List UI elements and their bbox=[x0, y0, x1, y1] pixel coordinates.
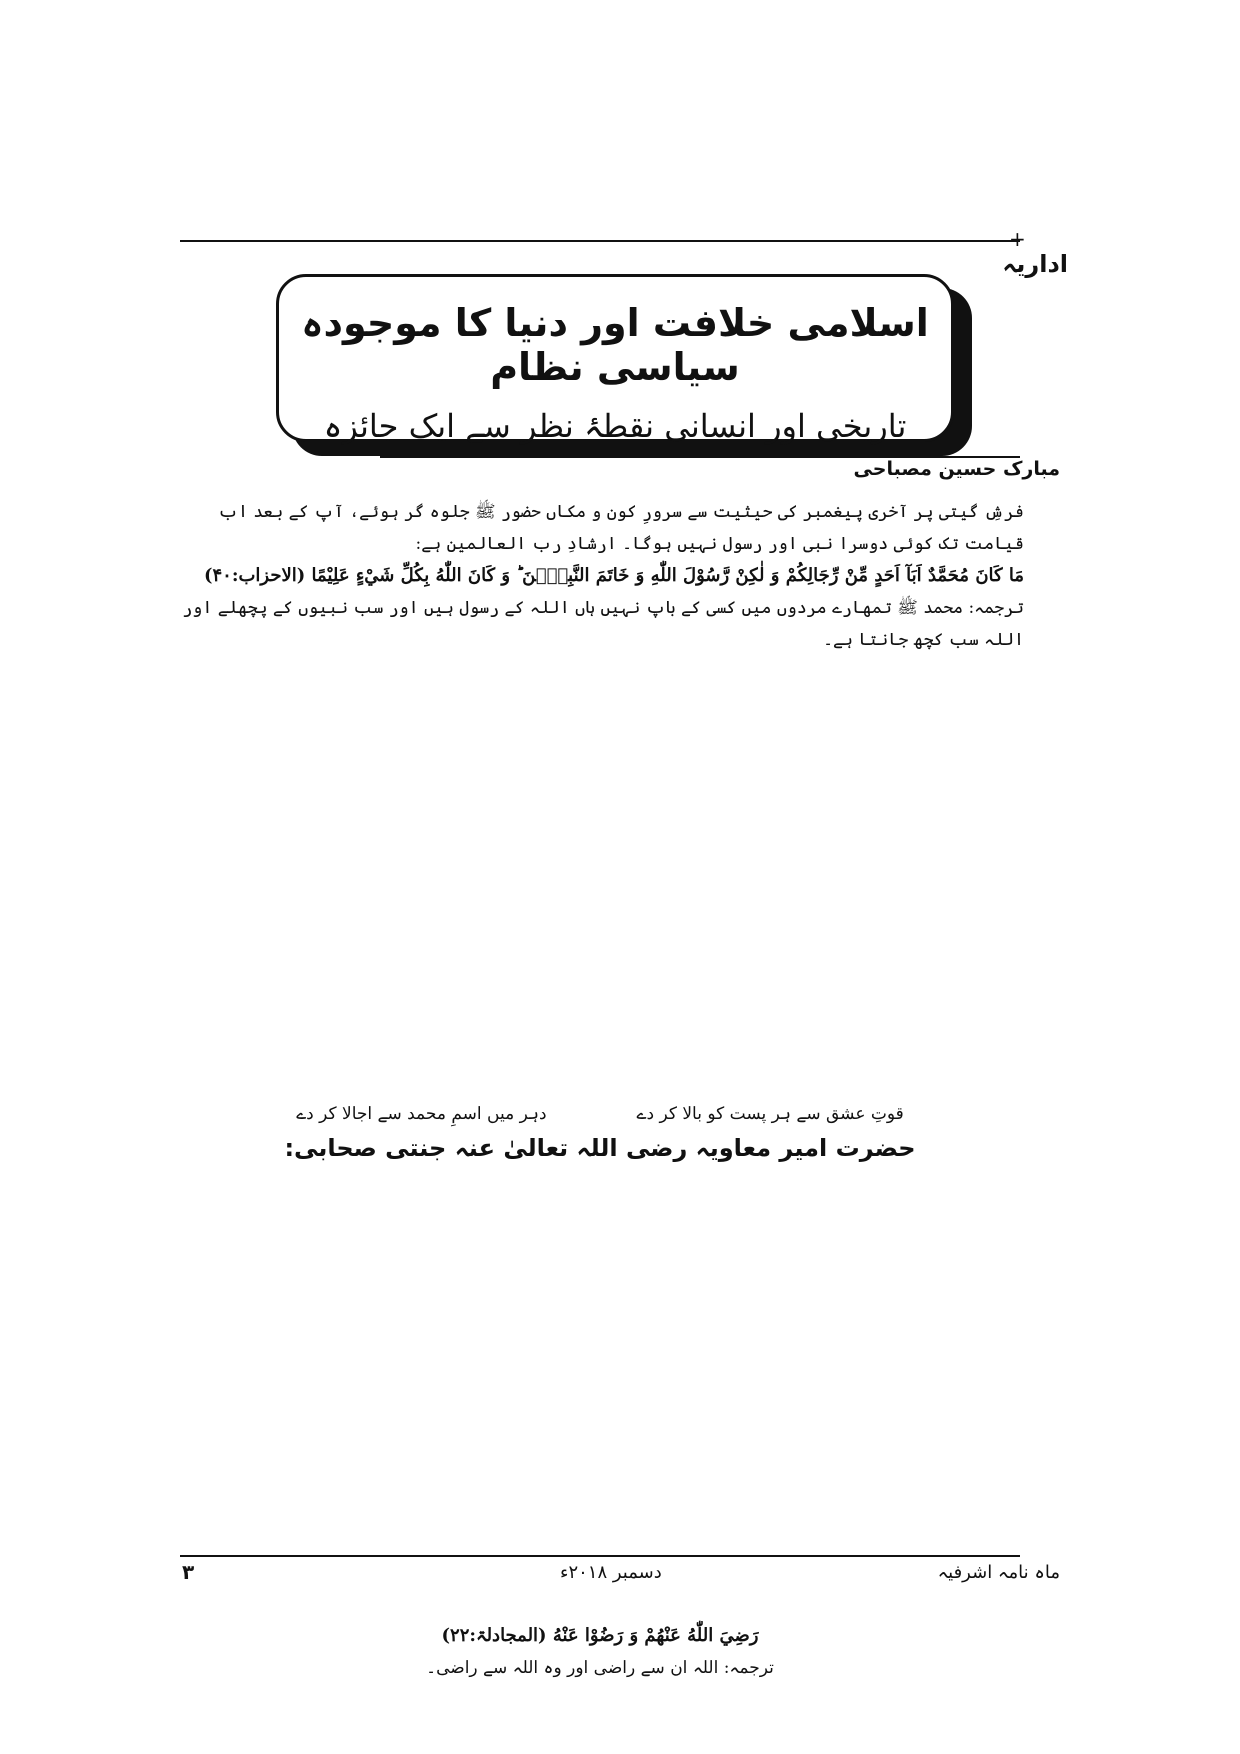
quran-verse: مَا كَانَ مُحَمَّدٌ اَبَآ اَحَدٍ مِّنْ رِّجَالِكُمْ وَ لٰكِنْ رَّسُوْلَ اللّٰهِ وَ خَاتَمَ النَّبِيّٖنَ ؕ وَ كَانَ اللّٰهُ بِكُلِّ شَيْءٍ عَلِيْمًا (الاحزاب:۴۰) bbox=[203, 565, 1024, 586]
crop-mark: + bbox=[1009, 227, 1026, 251]
title-box bbox=[276, 274, 954, 445]
author-name: مبارک حسین مصباحی bbox=[853, 458, 1060, 480]
couplet-line-2: دہر میں اسمِ محمد سے اجالا کر دے bbox=[296, 1104, 547, 1124]
issue-date: دسمبر ۲۰۱۸ء bbox=[560, 1562, 662, 1583]
top-rule bbox=[180, 240, 1020, 242]
verse-translation: ترجمہ: محمد ﷺ تمھارے مردوں میں کسی کے باپ نہیں ہاں اللہ کے رسول ہیں اور سب نبیوں کے پچھلے اور اللہ سب کچھ جانتا ہے۔ bbox=[182, 598, 1024, 650]
article-body bbox=[176, 496, 1024, 1684]
poetry-couplet bbox=[176, 1098, 1024, 1130]
footer-rule bbox=[180, 1555, 1020, 1557]
article-subtitle: تاریخی اور انسانی نقطۂ نظر سے ایک جائزہ bbox=[323, 407, 907, 445]
body-text-block bbox=[176, 656, 1024, 1096]
article-title: اسلامی خلافت اور دنیا کا موجودہ سیاسی نظام bbox=[301, 301, 929, 389]
section-heading: حضرت امیر معاویہ رضی اللہ تعالیٰ عنہ جنتی صحابی: bbox=[284, 1134, 916, 1162]
quran-verse: رَضِيَ اللّٰهُ عَنْهُمْ وَ رَضُوْا عَنْهُ (المجادلۃ:۲۲) bbox=[441, 1625, 759, 1646]
body-text-block bbox=[176, 1168, 1024, 1620]
page-number: ۳ bbox=[182, 1560, 195, 1584]
magazine-name: ماہ نامہ اشرفیہ bbox=[937, 1562, 1060, 1583]
verse-translation: ترجمہ: اللہ ان سے راضی اور وہ اللہ سے راضی۔ bbox=[426, 1658, 774, 1678]
section-label: اداریہ bbox=[1002, 250, 1068, 278]
couplet-line-1: قوتِ عشق سے ہر پست کو بالا کر دے bbox=[636, 1104, 904, 1124]
body-paragraph: فرشِ گیتی پر آخری پیغمبر کی حیثیت سے سرورِ کون و مکاں حضور ﷺ جلوہ گر ہوئے، آپ کے بعد اب قیامت تک کوئی دوسرا نبی اور رسول نہیں ہوگا۔ ارشادِ رب العالمین ہے: bbox=[218, 502, 1024, 554]
